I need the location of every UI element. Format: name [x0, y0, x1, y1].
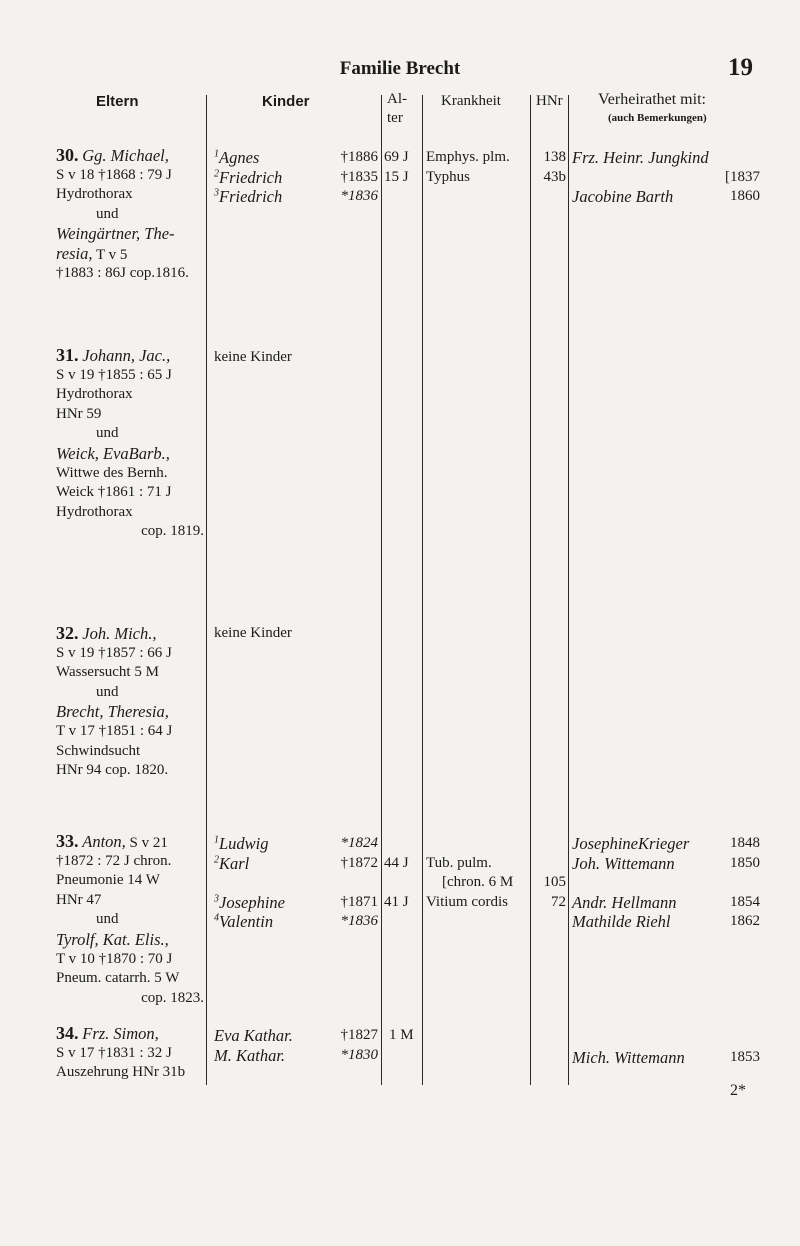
entry-34-verheirathet [572, 1048, 760, 1068]
father-name: Gg. Michael, [82, 146, 169, 165]
mother-name-cont: resia, [56, 243, 93, 263]
entry-31-eltern [56, 346, 204, 542]
und-text: und [96, 425, 119, 442]
header-alter-1: Al- [387, 91, 407, 107]
mother-dates: T v 17 †1851 : 64 J [56, 722, 173, 739]
child-name: Valentin [219, 912, 274, 932]
column-rule [530, 95, 531, 1085]
father-dates: †1872 : 72 J chron. [56, 852, 172, 869]
mother-cause: Hydrothorax [56, 503, 133, 520]
mother-name: Weick, EvaBarb., [56, 443, 170, 463]
page-title: Familie Brecht [339, 58, 461, 79]
header-hnr: HNr [536, 93, 563, 109]
header-krankheit: Krankheit [441, 93, 501, 109]
father-cause: Hydrothorax [56, 186, 133, 203]
header-alter-2: ter [387, 110, 403, 126]
column-rule [568, 95, 569, 1085]
child-name: Eva Kathar. [214, 1026, 293, 1045]
header-kinder: Kinder [262, 93, 310, 110]
child-date: †1827 [340, 1027, 378, 1043]
mother-name: Brecht, Theresia, [56, 702, 169, 722]
spouse-name: Mich. Wittemann [572, 1048, 685, 1067]
father-dates: S v 18 †1868 : 79 J [56, 166, 172, 183]
child-row [214, 1046, 378, 1066]
father-cause: Pneumonie 14 W [56, 872, 160, 889]
mother-cause: Pneum. catarrh. 5 W [56, 970, 180, 987]
child-hnr: 138 [543, 149, 566, 165]
header-bemerkungen: (auch Bemerkungen) [608, 112, 707, 124]
child-age: 41 J [384, 893, 409, 910]
header-eltern: Eltern [96, 93, 139, 110]
child-index: 2 [214, 854, 219, 866]
und-text: und [96, 683, 119, 700]
father-hnr: HNr 59 [56, 405, 102, 422]
child-date: *1830 [340, 1046, 378, 1063]
entry-34-kinder [214, 1026, 378, 1065]
child-name: Friedrich [219, 167, 283, 187]
child-hnr: 72 [551, 893, 566, 910]
father-name: Joh. Mich., [82, 624, 157, 643]
child-illness: Emphys. plm. [426, 149, 510, 165]
entry-number: 33. [56, 831, 79, 851]
column-rule [422, 95, 423, 1085]
no-children-text: keine Kinder [214, 349, 292, 365]
spouse-year: 1860 [730, 188, 760, 205]
spouse-name: Mathilde Riehl [572, 912, 671, 932]
child-index: 4 [214, 912, 219, 924]
child-name: M. Kathar. [214, 1045, 286, 1065]
mother-cause: Schwindsucht [56, 742, 141, 759]
child-illness: Tub. pulm. [426, 854, 492, 871]
mother-name: Tyrolf, Kat. Elis., [56, 929, 169, 949]
father-dates: S v 19 †1855 : 65 J [56, 366, 172, 383]
entry-34-eltern [56, 1024, 204, 1083]
child-name: Agnes [219, 148, 260, 167]
spouse-year: 1853 [730, 1049, 760, 1065]
und-text: und [96, 911, 119, 928]
father-name: Anton, [82, 832, 126, 851]
column-rule [381, 95, 382, 1085]
mother-name: Weingärtner, The- [56, 224, 175, 244]
entry-33-verheirathet [572, 834, 760, 932]
mother-death-cop: †1883 : 86J cop.1816. [56, 264, 189, 281]
spouse-name: JosephineKrieger [572, 834, 690, 853]
child-hnr: 105 [543, 874, 566, 891]
entry-33-alter [384, 834, 409, 912]
father-dates: S v 19 †1857 : 66 J [56, 644, 172, 661]
spouse-year: [1837 [725, 168, 760, 185]
child-row [214, 912, 378, 932]
spouse-name: Jacobine Barth [572, 187, 674, 207]
child-illness: Vitium cordis [426, 893, 509, 910]
cop-year: cop. 1819. [141, 523, 204, 540]
spouse-year: 1850 [730, 854, 760, 871]
signature-mark: 2* [730, 1082, 746, 1099]
child-illness-cont: [chron. 6 M [442, 874, 514, 891]
child-name: Friedrich [219, 187, 283, 207]
child-date: *1836 [340, 913, 378, 930]
entry-30-hnr [532, 148, 566, 187]
child-row [214, 187, 378, 207]
mother-dates: T v 5 [96, 246, 128, 263]
entry-33-hnr [532, 834, 566, 912]
mother-note: Wittwe des Bernh. [56, 464, 168, 481]
spouse-name: Frz. Heinr. Jungkind [572, 148, 709, 167]
header-verheirathet: Verheirathet mit: [598, 91, 706, 108]
father-cause: Auszehrung HNr 31b [56, 1064, 186, 1081]
child-row [214, 854, 378, 874]
child-date: †1835 [340, 168, 378, 185]
entry-number: 31. [56, 345, 79, 365]
child-age: 15 J [384, 168, 409, 185]
father-cause: Hydrothorax [56, 386, 133, 403]
entry-33-kinder [214, 834, 378, 932]
page-number: 19 [728, 54, 753, 81]
entry-32-eltern [56, 624, 204, 781]
father-sv: S v 21 [129, 835, 168, 851]
child-date: †1886 [340, 149, 378, 165]
father-name: Johann, Jac., [82, 346, 171, 365]
child-age: 1 M [389, 1027, 414, 1043]
child-index: 2 [214, 168, 219, 180]
child-age: 69 J [384, 149, 409, 165]
child-name: Ludwig [219, 834, 269, 853]
child-date: *1836 [340, 188, 378, 205]
child-row [214, 168, 378, 188]
child-illness: Typhus [426, 168, 470, 185]
child-hnr: 43b [543, 168, 566, 185]
father-cause: Wassersucht 5 M [56, 664, 159, 681]
child-index: 3 [214, 187, 219, 199]
entry-34-alter [389, 1026, 414, 1046]
mother-dates: T v 10 †1870 : 70 J [56, 950, 173, 967]
spouse-year: 1848 [730, 835, 760, 851]
spouse-year: 1854 [730, 893, 760, 910]
child-date: †1871 [340, 893, 378, 910]
mother-dates: Weick †1861 : 71 J [56, 484, 172, 501]
entry-33-krankheit [426, 834, 513, 912]
entry-33-eltern [56, 832, 204, 1008]
entry-number: 32. [56, 623, 79, 643]
child-name: Josephine [219, 892, 285, 912]
child-row [214, 834, 378, 854]
child-index: 3 [214, 893, 219, 905]
child-row [214, 893, 378, 913]
child-date: *1824 [340, 835, 378, 851]
child-name: Karl [219, 853, 250, 873]
entry-30-verheirathet [572, 148, 760, 207]
child-row [214, 148, 378, 168]
entry-32-kinder [214, 624, 292, 644]
child-date: †1872 [340, 854, 378, 871]
entry-31-kinder [214, 348, 292, 368]
entry-30-alter [384, 148, 409, 187]
child-index: 1 [214, 148, 219, 160]
entry-number: 30. [56, 145, 79, 165]
child-row [214, 1026, 378, 1046]
entry-number: 34. [56, 1023, 79, 1043]
spouse-name: Andr. Hellmann [572, 892, 677, 912]
no-children-text: keine Kinder [214, 625, 292, 641]
father-name: Frz. Simon, [82, 1024, 159, 1043]
spouse-name: Joh. Wittemann [572, 853, 675, 873]
entry-30-eltern [56, 146, 204, 283]
mother-hnr-cop: HNr 94 cop. 1820. [56, 762, 169, 779]
entry-30-krankheit [426, 148, 510, 187]
column-rule [206, 95, 207, 1085]
entry-30-kinder [214, 148, 378, 207]
und-text: und [96, 205, 119, 222]
child-age: 44 J [384, 854, 409, 871]
father-hnr: HNr 47 [56, 891, 102, 908]
father-dates: S v 17 †1831 : 32 J [56, 1044, 172, 1061]
spouse-year: 1862 [730, 913, 760, 930]
cop-year: cop. 1823. [141, 989, 204, 1006]
child-index: 1 [214, 834, 219, 846]
